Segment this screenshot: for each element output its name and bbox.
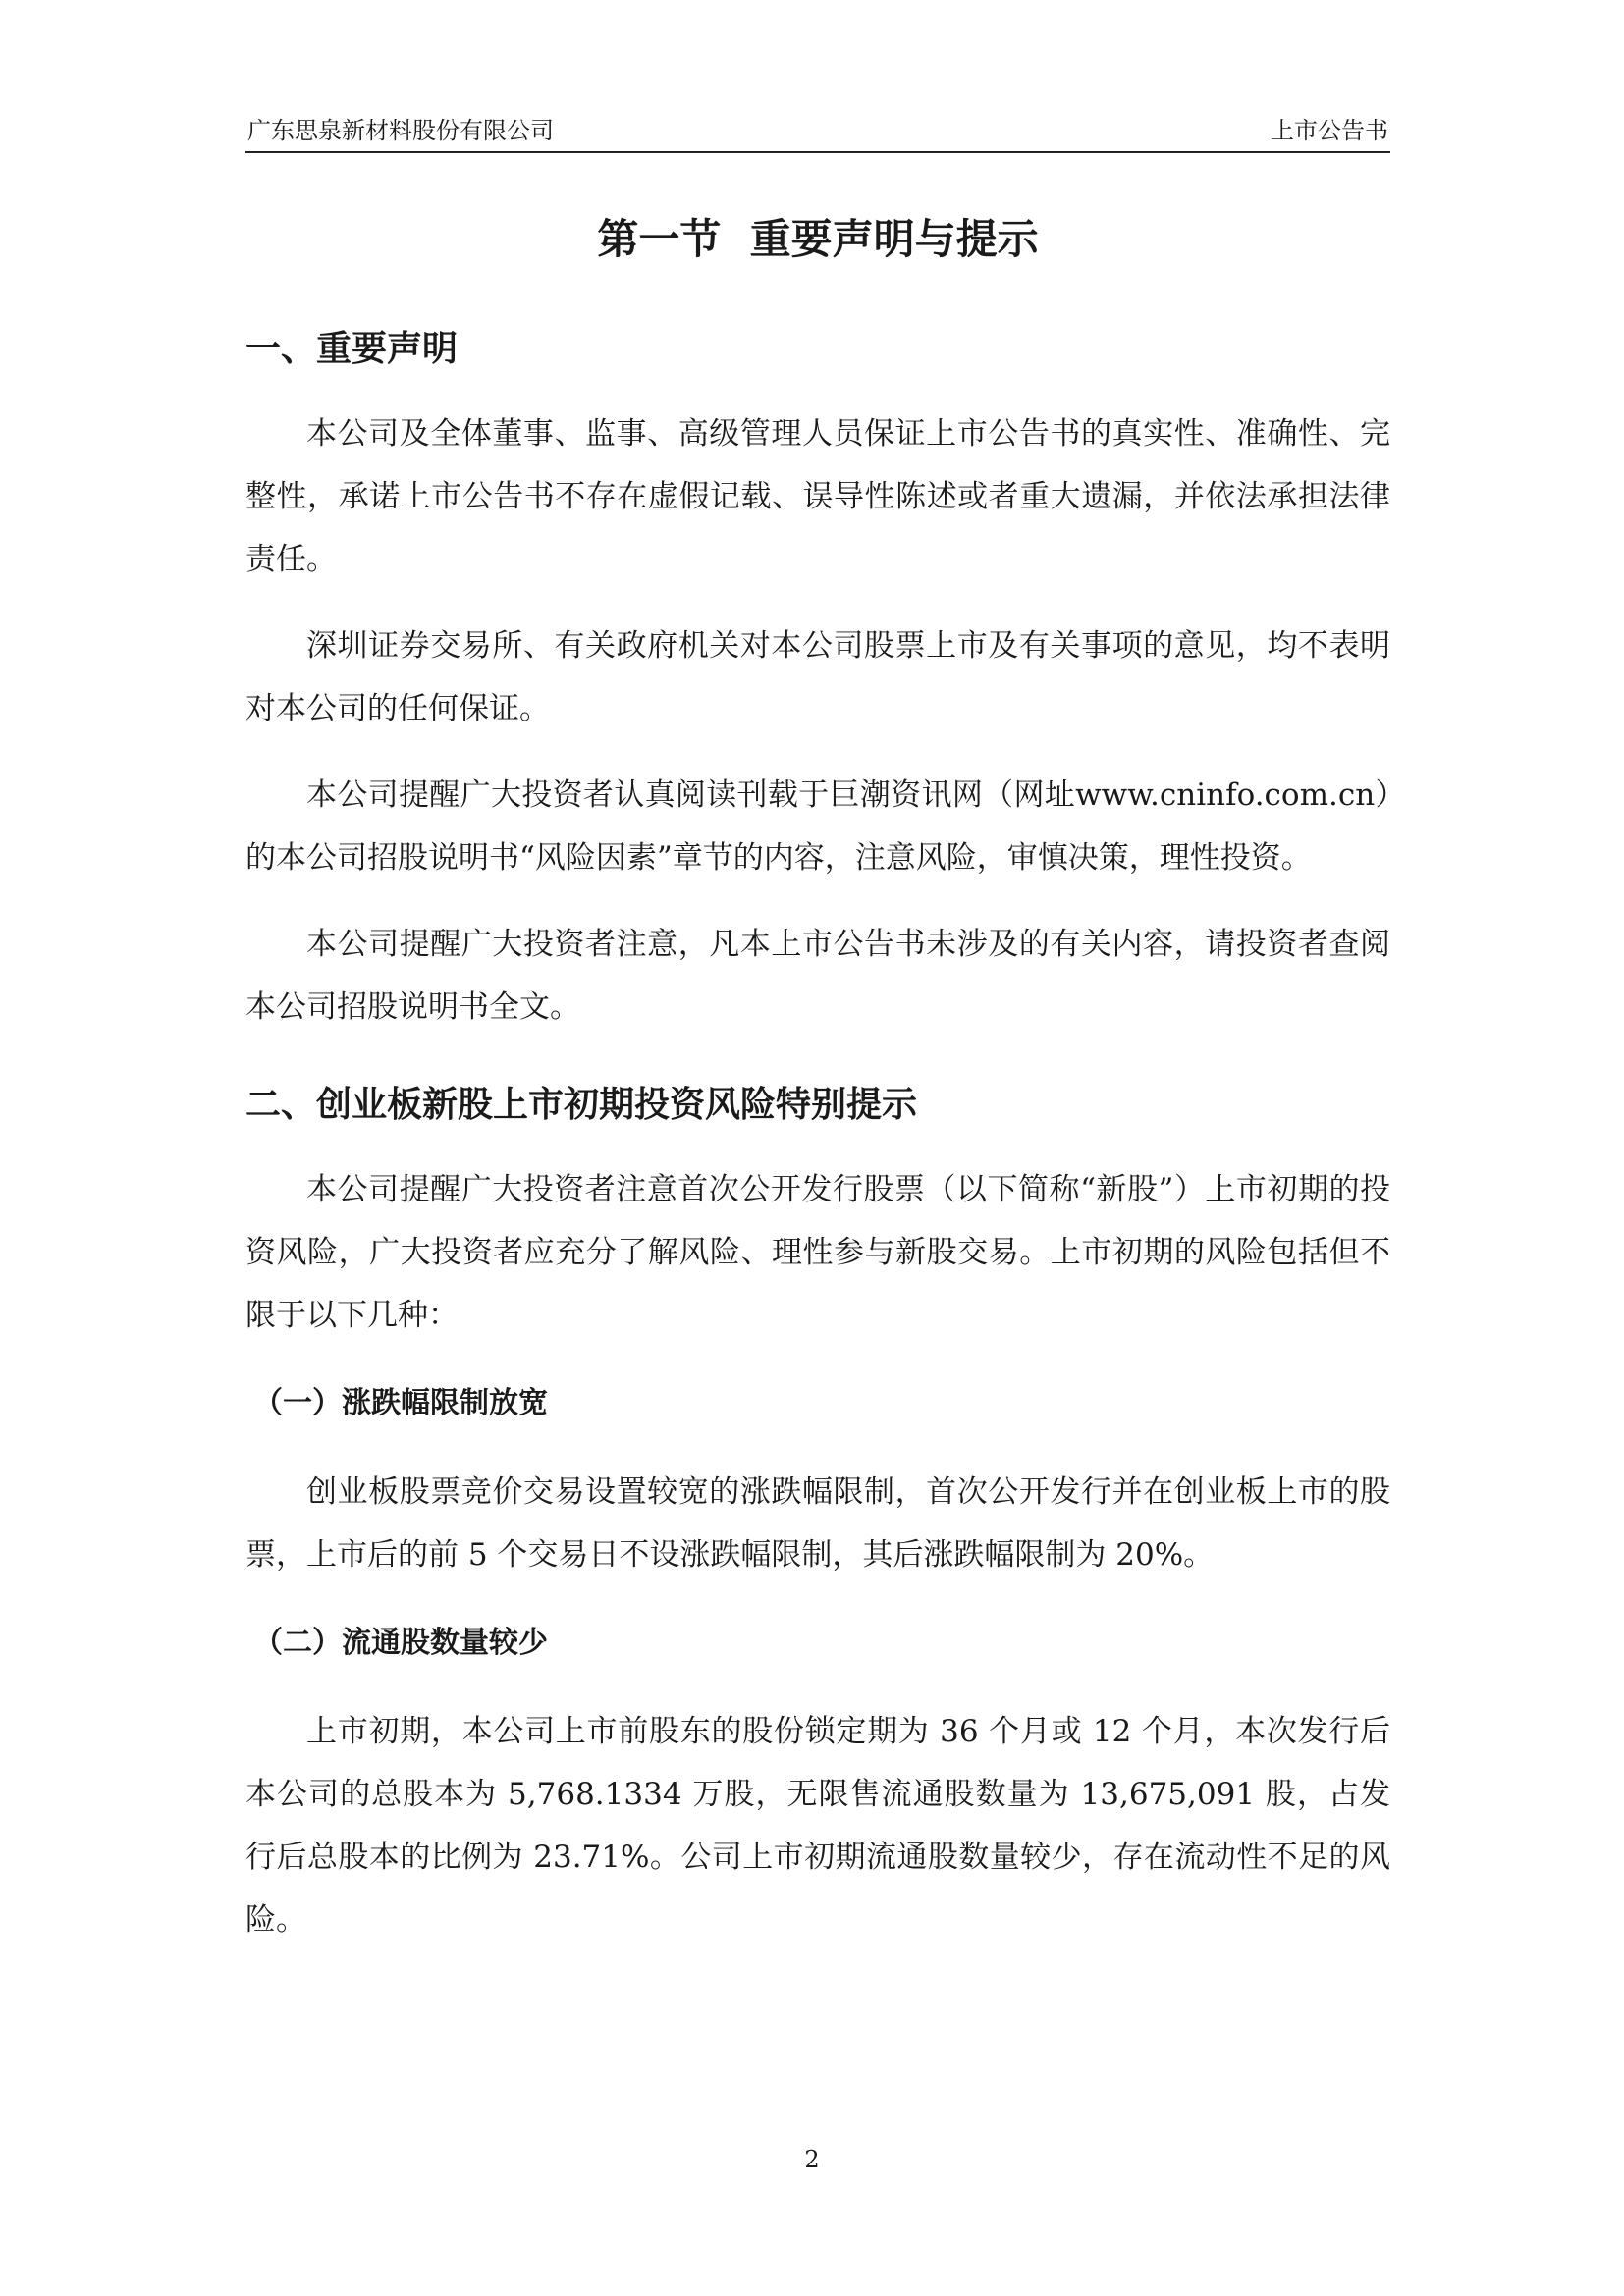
- page-header: [245, 116, 1390, 153]
- part2-heading: 二、创业板新股上市初期投资风险特别提示: [245, 1085, 918, 1125]
- part2-intro: 本公司提醒广大投资者注意首次公开发行股票（以下简称“新股”）上市初期的投资风险，广大投资者应充分了解风险、理性参与新股交易。上市初期的风险包括但不限于以下几种：: [245, 1172, 1390, 1333]
- part1-paragraph-1: 本公司及全体董事、监事、高级管理人员保证上市公告书的真实性、准确性、完整性，承诺上市公告书不存在虚假记载、误导性陈述或者重大遗漏，并依法承担法律责任。: [245, 416, 1390, 577]
- part2-sub1-text: 创业板股票竞价交易设置较宽的涨跌幅限制，首次公开发行并在创业板上市的股票，上市后的前 5 个交易日不设涨跌幅限制，其后涨跌幅限制为 20%。: [245, 1474, 1390, 1573]
- part2-sub1-heading: （一）涨跌幅限制放宽: [253, 1386, 548, 1420]
- part1-paragraph-3: 本公司提醒广大投资者认真阅读刊载于巨潮资讯网（网址www.cninfo.com.cn）的本公司招股说明书“风险因素”章节的内容，注意风险，审慎决策，理性投资。: [245, 777, 1390, 876]
- header-company: 广东思泉新材料股份有限公司: [247, 117, 554, 144]
- page-number: 2: [804, 2146, 820, 2173]
- main-content: [245, 320, 1390, 1951]
- part2-sub2-heading: （二）流通股数量较少: [253, 1626, 548, 1660]
- part1-paragraph-4: 本公司提醒广大投资者注意，凡本上市公告书未涉及的有关内容，请投资者查阅本公司招股说明书全文。: [245, 927, 1390, 1025]
- section-title: 第一节 重要声明与提示: [597, 215, 1039, 263]
- part2-sub2-text: 上市初期，本公司上市前股东的股份锁定期为 36 个月或 12 个月，本次发行后本公司的总股本为 5,768.1334 万股，无限售流通股数量为 13,675,091 股，占发行后总股本的比例为 23.71%。公司上市初期流通股数量较少，存在流动性不足的风险。: [245, 1714, 1390, 1938]
- part1-paragraph-2: 深圳证券交易所、有关政府机关对本公司股票上市及有关事项的意见，均不表明对本公司的任何保证。: [245, 628, 1390, 726]
- part1-heading: 一、重要声明: [245, 329, 459, 369]
- header-doc-type: 上市公告书: [1271, 117, 1388, 144]
